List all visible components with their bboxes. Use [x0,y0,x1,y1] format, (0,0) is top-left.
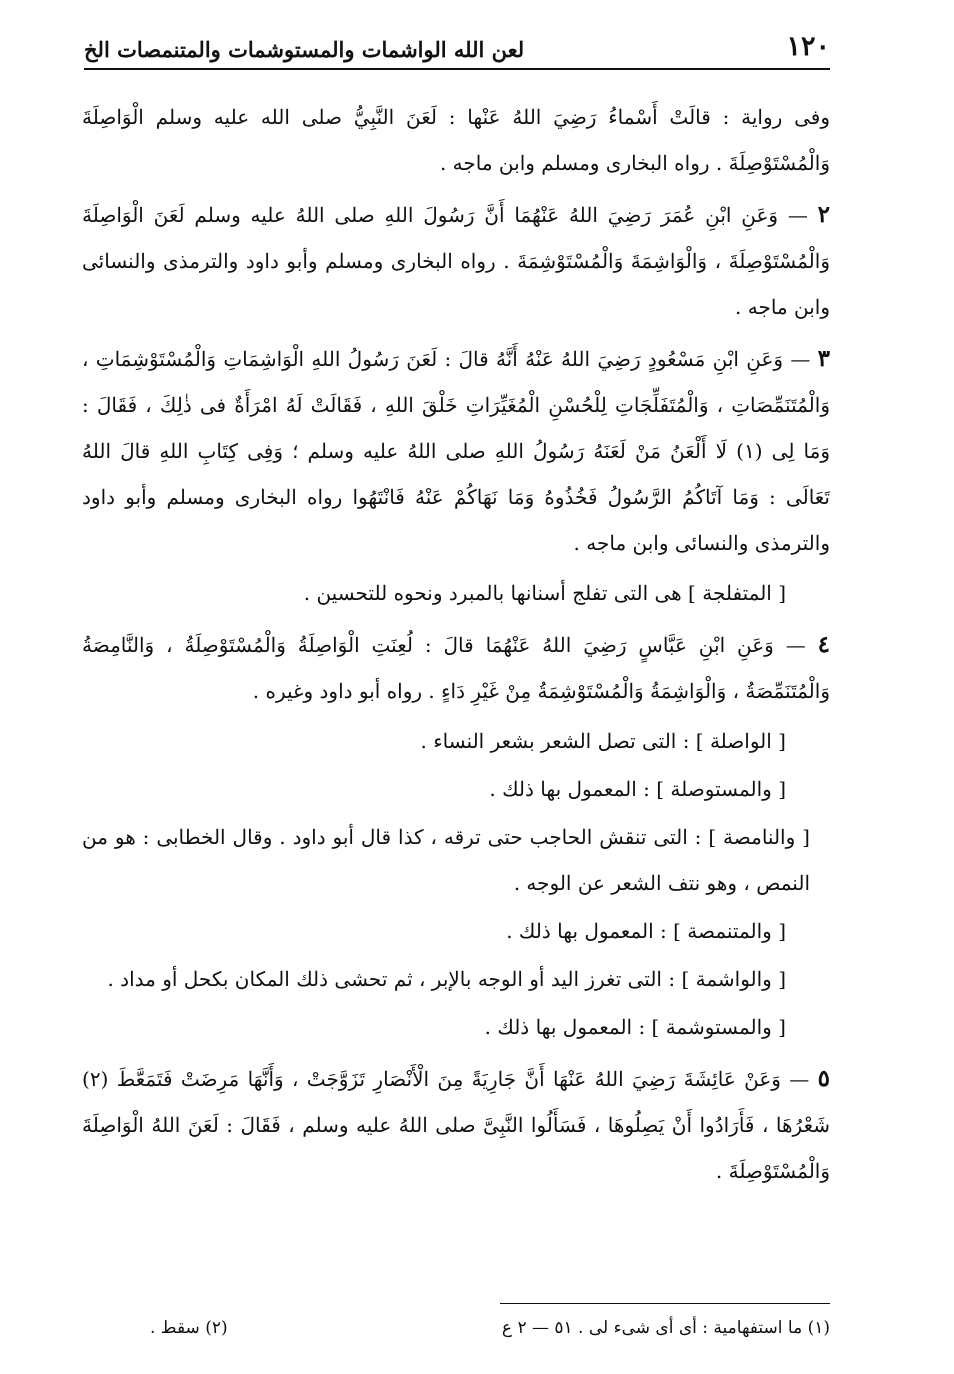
page-header [84,22,830,62]
paragraph-3 [82,336,830,566]
paragraph-5 [82,1056,830,1194]
footnotes [150,1318,830,1338]
paragraph-4 [82,622,830,714]
footnote-2: (٢) سقط . [150,1318,228,1338]
paragraph-number: ٣ [817,345,830,372]
page-number: ١٢٠ [786,31,830,62]
footnote-1: (١) ما استفهامية : أى أى شىء لى . ٥١ — ٢ ع [501,1318,830,1338]
body-text [82,94,830,1198]
gloss-washima: [ والواشمة ] : التى تغرز اليد أو الوجه بالإبر ، ثم تحشى ذلك المكان بكحل أو مداد . [107,967,786,991]
paragraph-text: وفى رواية : قالَتْ أَسْماءُ رَضِيَ اللهُ عَنْها : لَعَنَ النَّبِيُّ صلى الله عليه وسلم الْوَاصِلَةَ وَالْمُسْتَوْصِلَةَ . رواه البخارى ومسلم وابن ماجه . [82,105,830,175]
gloss-mutafallija: [ المتفلجة ] هى التى تفلج أسنانها بالمبرد ونحوه للتحسين . [303,581,786,605]
gloss-mutanammisa: [ والمتنمصة ] : المعمول بها ذلك . [506,919,786,943]
gloss-wasila: [ الواصلة ] : التى تصل الشعر بشعر النساء . [420,729,786,753]
gloss-mustawsila: [ والمستوصلة ] : المعمول بها ذلك . [489,777,786,801]
paragraph-number: ٢ [817,201,831,228]
paragraph-number: ٥ [817,1065,831,1092]
paragraph-riwaya [82,94,830,186]
footnote-rule [500,1303,830,1304]
paragraph-text: — وَعَنْ عَائِشَةَ رَضِيَ اللهُ عَنْهَا أَنَّ جَارِيَةً مِنَ الْأَنْصَارِ تَزَوَّجَتْ ، وَأَنَّهَا مَرِضَتْ فَتَمَعَّطَ (٢) شَعْرُهَا ، فَأَرَادُوا أَنْ يَصِلُوهَا ، فَسَأَلُوا النَّبِىَّ صلى اللهُ عليه وسلم ، فَقَالَ : لَعَنَ اللهُ الْوَاصِلَةَ وَالْمُسْتَوْصِلَةَ . [82,1067,830,1183]
gloss-mustawshima: [ والمستوشمة ] : المعمول بها ذلك . [484,1015,786,1039]
paragraph-text: — وَعَنِ ابْنِ عُمَرَ رَضِيَ اللهُ عَنْهُمَا أَنَّ رَسُولَ اللهِ صلى اللهُ عليه وسلم لَعَنَ الْوَاصِلَةَ وَالْمُسْتَوْصِلَةَ ، وَالْوَاشِمَةَ وَالْمُسْتَوْشِمَةَ . رواه البخارى ومسلم وأبو داود والترمذى والنسائى وابن ماجه . [82,203,830,319]
paragraph-text: — وَعَنِ ابْنِ مَسْعُودٍ رَضِيَ اللهُ عَنْهُ أَنَّهُ قالَ : لَعَنَ رَسُولُ اللهِ الْوَاشِمَاتِ وَالْمُسْتَوْشِمَاتِ ، وَالْمُتَنَمِّصَاتِ ، وَالْمُتَفَلِّجَاتِ لِلْحُسْنِ الْمُغَيِّرَاتِ خَلْقَ اللهِ ، فَقَالَتْ لَهُ امْرَأَةٌ فى ذٰلِكَ ، فَقَالَ : وَمَا لِى (١) لَا أَلْعَنُ مَنْ لَعَنَهُ رَسُولُ اللهِ صلى اللهُ عليه وسلم ؛ وَفِى كِتَابِ اللهِ قالَ اللهُ تَعَالَى : وَمَا آتَاكُمُ الرَّسُولُ فَخُذُوهُ وَمَا نَهَاكُمْ عَنْهُ فَانْتَهُوا رواه البخارى ومسلم وأبو داود والترمذى والنسائى وابن ماجه . [82,347,830,555]
header-rule [84,68,830,70]
paragraph-2 [82,192,830,330]
gloss-namisa: [ والنامصة ] : التى تنقش الحاجب حتى ترقه ، كذا قال أبو داود . وقال الخطابى : هو من النمص ، وهو نتف الشعر عن الوجه . [82,825,810,895]
running-title: لعن الله الواشمات والمستوشمات والمتنمصات الخ [84,37,525,62]
paragraph-number: ٤ [817,631,831,658]
paragraph-text: — وَعَنِ ابْنِ عَبَّاسٍ رَضِيَ اللهُ عَنْهُمَا قالَ : لُعِنَتِ الْوَاصِلَةُ وَالْمُسْتَوْصِلَةُ ، وَالنَّامِصَةُ وَالْمُتَنَمِّصَةُ ، وَالْوَاشِمَةُ وَالْمُسْتَوْشِمَةُ مِنْ غَيْرِ دَاءٍ . رواه أبو داود وغيره . [82,633,830,703]
